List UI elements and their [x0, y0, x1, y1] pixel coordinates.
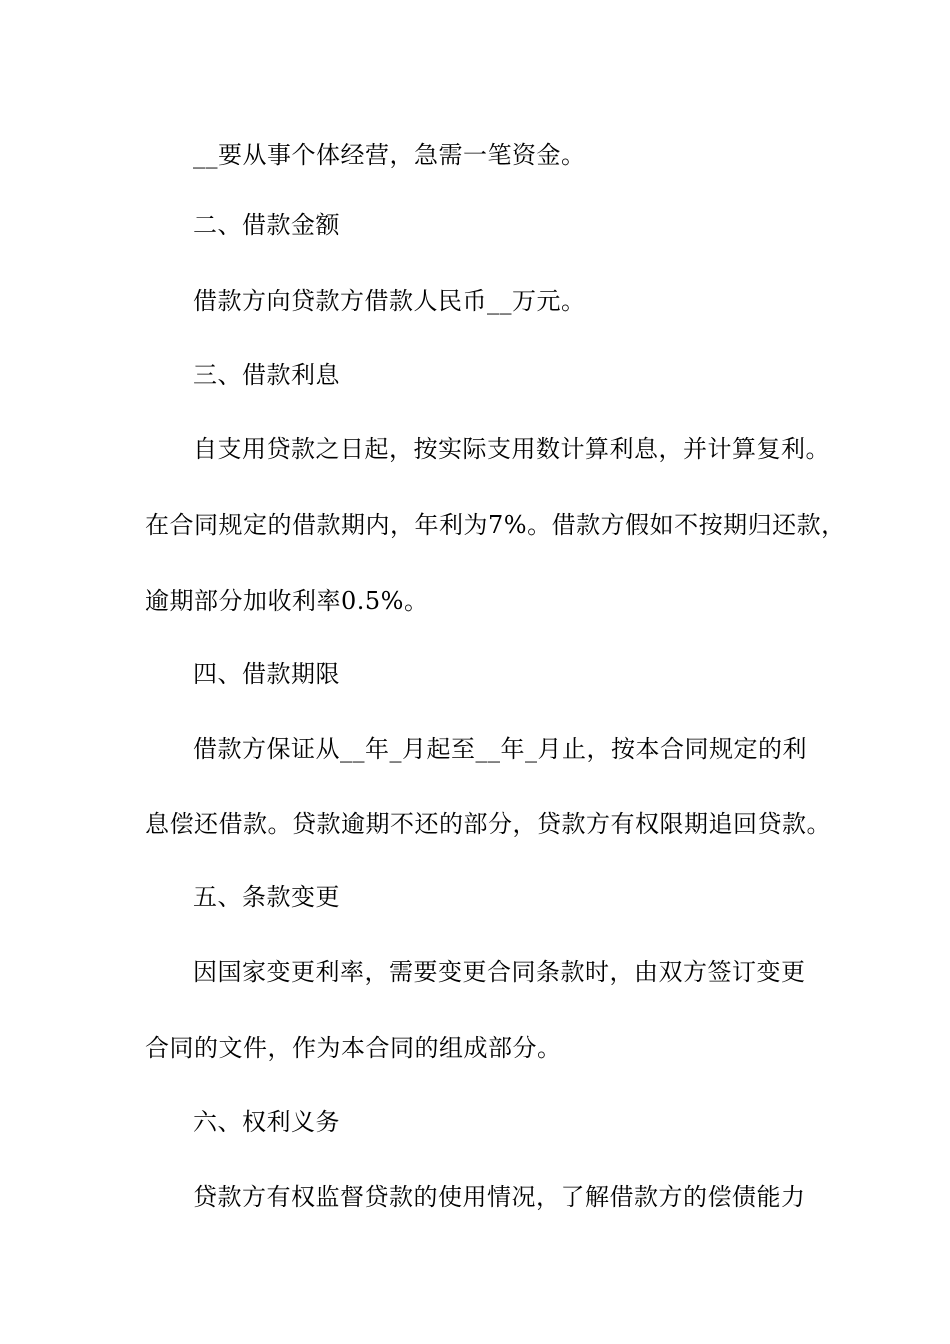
paragraph-line: 合同的文件，作为本合同的组成部分。 [145, 1034, 562, 1062]
section-heading-loan-term: 四、借款期限 [193, 660, 340, 688]
section-heading-loan-amount: 二、借款金额 [193, 211, 340, 239]
paragraph-line: 因国家变更利率，需要变更合同条款时，由双方签订变更 [193, 958, 806, 986]
paragraph-line: 自支用贷款之日起，按实际支用数计算利息，并计算复利。 [193, 435, 830, 463]
paragraph-line: 在合同规定的借款期内，年利为7%。借款方假如不按期归还款， [145, 511, 846, 539]
paragraph-line: 贷款方有权监督贷款的使用情况，了解借款方的偿债能力 [193, 1183, 806, 1211]
paragraph-line: 息偿还借款。贷款逾期不还的部分，贷款方有权限期追回贷款。 [145, 810, 831, 838]
paragraph-line: 借款方保证从__年_月起至__年_月止，按本合同规定的利 [193, 735, 807, 763]
section-heading-clause-change: 五、条款变更 [193, 883, 340, 911]
paragraph-line: __要从事个体经营，急需一笔资金。 [193, 141, 586, 169]
section-heading-loan-interest: 三、借款利息 [193, 361, 340, 389]
paragraph-line: 逾期部分加收利率0.5%。 [145, 587, 429, 615]
section-heading-rights-obligations: 六、权利义务 [193, 1108, 340, 1136]
paragraph-line: 借款方向贷款方借款人民币__万元。 [193, 287, 586, 315]
